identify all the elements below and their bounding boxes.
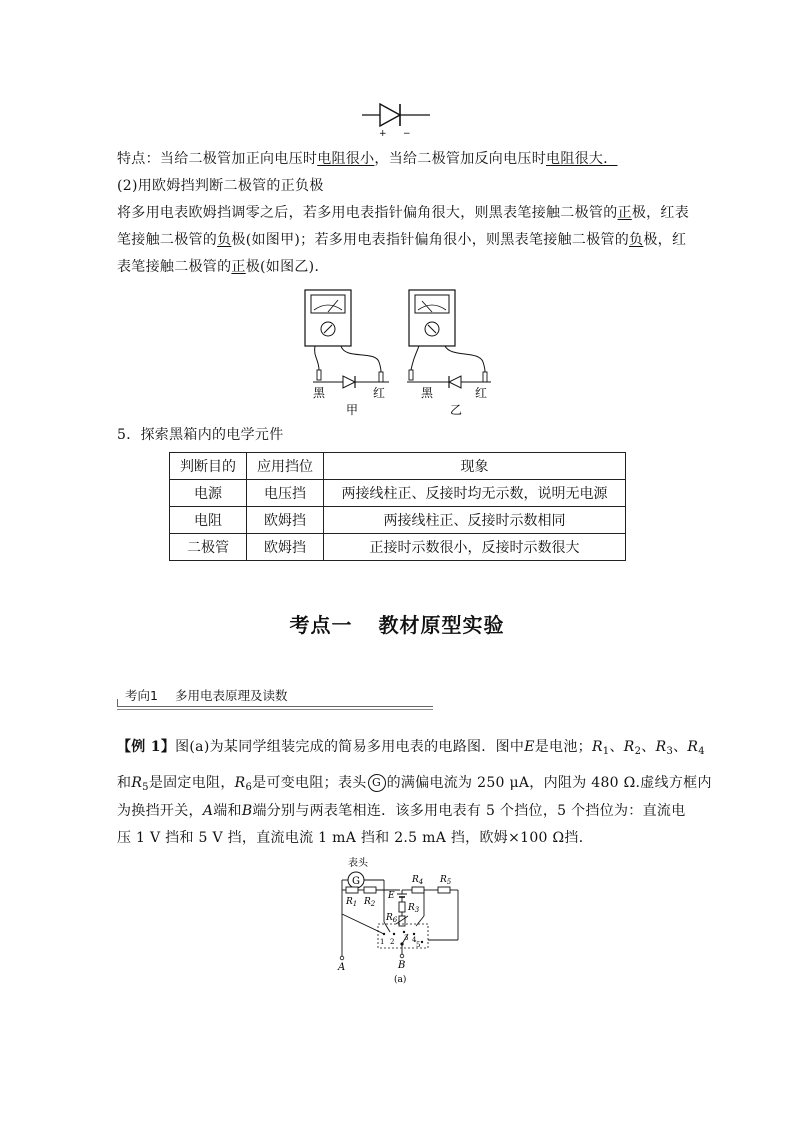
table-row [170, 507, 626, 534]
r6-sub: 6 [392, 916, 398, 924]
example-line-2 [117, 773, 712, 798]
paragraph-line-2 [117, 230, 686, 250]
wire [416, 916, 424, 926]
meter-right-red-label: 红 [475, 386, 488, 400]
example-l2b: 是固定电阻， [148, 775, 235, 791]
meter-right-red-wire [445, 346, 485, 372]
example-E: E [524, 739, 535, 755]
diode-minus-label: − [403, 129, 411, 139]
feature-line [117, 149, 618, 169]
r2-sub: 2 [370, 900, 376, 908]
black-box-table [169, 452, 626, 561]
resistor-r3 [399, 902, 405, 912]
meter-left-caption: 甲 [346, 403, 359, 416]
switch-label-3: 3 [404, 934, 409, 942]
example-l3c: 端分别与两表笔相连．该多用电表有 5 个挡位，5 个挡位为：直流电 [252, 803, 686, 819]
switch-contact-2 [393, 933, 395, 935]
resistor-r5 [438, 887, 450, 893]
example-B: B [241, 803, 253, 819]
table-header-cell: 判断目的 [170, 453, 247, 480]
example-sep3: 、 [673, 739, 688, 755]
wire [342, 914, 384, 934]
example-R5-sub: 5 [142, 782, 149, 793]
feature-underline-1: 电阻很小 [317, 151, 375, 167]
table-row [170, 534, 626, 561]
table-row [170, 480, 626, 507]
example-l3b: 端和 [213, 803, 242, 819]
para-l1a: 将多用电表欧姆挡调零之后，若多用电表指针偏角很大，则黑表笔接触二极管的 [117, 205, 618, 221]
circuit-r1-label [345, 897, 357, 908]
r5-sub: 5 [446, 878, 452, 886]
example-l2c: 是可变电阻；表头 [252, 775, 367, 791]
example-l1a: 图(a)为某同学组装完成的简易多用电表的电路图．图中 [175, 739, 525, 755]
para-l2c: 极，红 [643, 232, 687, 248]
table-header-cell: 现象 [324, 453, 626, 480]
diode-symbol-figure [360, 100, 440, 142]
r2-letter: R [364, 897, 371, 907]
para-l2b: 极(如图甲)；若多用电表指针偏角很小，则黑表笔接触二极管的 [231, 232, 630, 248]
meter-right-caption: 乙 [450, 403, 463, 416]
meter-right-black-probe [409, 370, 413, 380]
switch-label-1: 1 [380, 938, 385, 946]
feature-underline-2: 电阻很大． [546, 151, 618, 167]
example-R2-sub: 2 [634, 746, 642, 757]
para-l3u: 正 [231, 259, 246, 275]
meter-left-black-probe [317, 370, 321, 380]
subsection-header [117, 686, 433, 708]
example-sep1: 、 [609, 739, 624, 755]
example-R4: R [687, 739, 699, 755]
circuit-diagram [332, 854, 468, 988]
table-header-row [170, 453, 626, 480]
diode-plus-label: + [379, 129, 387, 139]
diode-triangle [380, 104, 400, 126]
example-l2d: 的满偏电流为 250 μA，内阻为 480 Ω.虚线方框内 [386, 775, 712, 791]
example-R5: R [131, 775, 143, 791]
table-cell: 正接时示数很小，反接时示数很大 [324, 534, 626, 561]
switch-contact-5 [421, 941, 423, 943]
meter-figures [295, 288, 505, 416]
section-heading [0, 609, 794, 638]
resistor-r1 [346, 887, 358, 893]
circuit-r5-label [439, 875, 452, 886]
table-cell: 欧姆挡 [247, 507, 324, 534]
para-l3b: 极(如图乙)． [245, 259, 329, 275]
meter-right-black-label: 黑 [421, 386, 434, 400]
meter-left-screen [311, 295, 345, 313]
switch-label-2: 2 [390, 938, 395, 946]
paragraph-line-1 [117, 203, 689, 223]
meter-left-red-wire [341, 346, 381, 372]
circuit-b-label: B [398, 960, 406, 971]
heading-part-1: 考点一 [289, 613, 353, 637]
r6-letter: R [386, 913, 393, 923]
circuit-a-label: A [338, 962, 346, 973]
table-cell: 电压挡 [247, 480, 324, 507]
example-line-4: 压 1 V 挡和 5 V 挡，直流电流 1 mA 挡和 2.5 mA 挡，欧姆×100 Ω挡． [117, 830, 593, 846]
example-l2a: 和 [117, 775, 132, 791]
resistor-r4 [412, 887, 424, 893]
example-R4-sub: 4 [698, 746, 705, 757]
meter-left-black-wire [315, 346, 319, 370]
r1-sub: 1 [352, 900, 358, 908]
example-R2: R [623, 739, 635, 755]
table-cell: 两接线柱正、反接时均无示数，说明无电源 [324, 480, 626, 507]
table-cell: 两接线柱正、反接时示数相同 [324, 507, 626, 534]
para-l2u: 负 [217, 232, 232, 248]
switch-contact-3 [403, 931, 405, 933]
circuit-r3-label [407, 903, 420, 914]
table-cell: 二极管 [170, 534, 247, 561]
r4-letter: R [412, 875, 419, 885]
para-l3a: 表笔接触二极管的 [117, 259, 232, 275]
table-cell: 欧姆挡 [247, 534, 324, 561]
paragraph-line-3 [117, 257, 329, 277]
table-header-cell: 应用挡位 [247, 453, 324, 480]
circuit-caption: (a) [394, 975, 407, 985]
r3-sub: 3 [414, 906, 420, 914]
subsection-label: 考向1 [125, 688, 158, 703]
example-line-3 [117, 801, 686, 821]
switch-contact-4 [413, 933, 415, 935]
r1-letter: R [346, 897, 353, 907]
r3-letter: R [408, 903, 415, 913]
example-l1b: 是电池； [534, 739, 592, 755]
meter-right-black-wire [411, 346, 419, 370]
meter-right-red-probe [483, 372, 487, 382]
resistor-r2 [364, 887, 376, 893]
example-R6-sub: 6 [245, 782, 253, 793]
terminal-b [400, 954, 404, 958]
example-R6: R [234, 775, 246, 791]
feature-prefix: 特点：当给二极管加正向电压时 [117, 151, 318, 167]
circuit-g-label: G [352, 876, 360, 887]
meter-right-diode-triangle [449, 376, 461, 388]
para-l2a: 笔接触二极管的 [117, 232, 218, 248]
galvanometer-icon: G [368, 774, 386, 792]
example-R1: R [591, 739, 603, 755]
feature-mid: ，当给二极管加反向电压时 [374, 151, 547, 167]
meter-left-red-probe [379, 372, 383, 382]
example-sep2: 、 [641, 739, 656, 755]
example-line-1 [117, 737, 705, 762]
meter-right [407, 290, 491, 416]
section-5-title: 5．探索黑箱内的电学元件 [117, 427, 284, 443]
terminal-a [340, 956, 344, 960]
para-l2u2: 负 [629, 232, 644, 248]
circuit-r4-label [411, 875, 423, 886]
example-R3: R [655, 739, 667, 755]
subsection-title: 多用电表原理及读数 [175, 688, 288, 703]
switch-label-4: 4 [412, 936, 417, 944]
example-R1-sub: 1 [602, 746, 610, 757]
r4-sub: 4 [418, 878, 424, 886]
heading-part-2: 教材原型实验 [378, 613, 505, 637]
meter-left-black-label: 黑 [313, 386, 326, 400]
circuit-r2-label [363, 897, 376, 908]
example-A: A [202, 803, 214, 819]
meter-left [305, 290, 389, 416]
wire [384, 922, 390, 932]
table-cell: 电源 [170, 480, 247, 507]
section-2-title: (2)用欧姆挡判断二极管的正负极 [117, 178, 324, 194]
example-R3-sub: 3 [666, 746, 674, 757]
para-l1b: 极，红表 [631, 205, 690, 221]
meter-left-red-label: 红 [373, 386, 386, 400]
switch-label-5: 5 [416, 941, 421, 949]
table-cell: 电阻 [170, 507, 247, 534]
circuit-e-label: E [388, 891, 395, 901]
r5-letter: R [440, 875, 447, 885]
meter-right-screen [415, 295, 449, 313]
circuit-meter-label: 表头 [348, 858, 368, 869]
circuit-r6-label [385, 913, 398, 924]
example-l3a: 为换挡开关， [117, 803, 203, 819]
meter-left-diode-triangle [343, 376, 355, 388]
example-tag: 【例 1】 [117, 739, 176, 755]
para-l1u: 正 [617, 205, 632, 221]
